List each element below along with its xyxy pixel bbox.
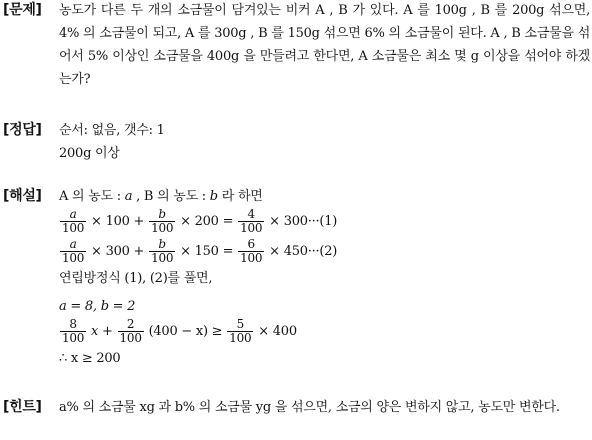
equation-1: $\frac{a}{100}$ × 100 + $\frac{b}{100}$ × 200 = $\frac{4}{100}$ × 300···(1) — [62, 207, 338, 235]
problem-tag: [문제] — [3, 2, 42, 18]
solution-tag: [해설] — [3, 188, 42, 204]
fraction: $\frac{b}{100}$ — [151, 237, 174, 265]
fraction: $\frac{6}{100}$ — [240, 237, 263, 265]
solve-line: 연립방정식 (1), (2)를 풀면, — [59, 271, 213, 286]
fraction: $\frac{2}{100}$ — [119, 317, 142, 345]
hint-text: a% 의 소금물 xg 과 b% 의 소금물 yg 을 섞으면, 소금의 양은 변하지 않고, 농도만 변한다. — [59, 400, 560, 415]
problem-text: 농도가 다른 두 개의 소금물이 담겨있는 비커 A , B 가 있다. A 를 100g , B 를 200g 섞으면, 4% 의 소금물이 되고, A 를 300g , B 를 150g 섞으면 6% 의 소금물이 된다. A , B 소금물을 섞어서 5% 이상인 소금물을 400g 을 만들려고 한다면, A 소금물은 최소 몇 g 이상을 섞어야 하겠는가? — [59, 3, 590, 87]
solution-body — [59, 185, 590, 369]
equation-2: $\frac{a}{100}$ × 300 + $\frac{b}{100}$ × 150 = $\frac{6}{100}$ × 450···(2) — [62, 237, 338, 265]
answer-meta: 순서: 없음, 갯수: 1 — [59, 123, 165, 138]
fraction: $\frac{a}{100}$ — [62, 237, 85, 265]
conclusion: ∴ x ≥ 200 — [59, 351, 121, 366]
answer-tag: [정답] — [3, 122, 42, 138]
answer-value: 200g 이상 — [59, 146, 120, 161]
hint-tag: [힌트] — [3, 399, 42, 415]
answer-body — [59, 119, 590, 165]
values-line: a = 8, b = 2 — [59, 299, 136, 314]
fraction: $\frac{8}{100}$ — [62, 317, 85, 345]
fraction: $\frac{a}{100}$ — [62, 207, 85, 235]
solution-intro: A 의 농도 : a , B 의 농도 : b 라 하면 — [59, 189, 263, 204]
fraction: $\frac{b}{100}$ — [151, 207, 174, 235]
fraction: $\frac{4}{100}$ — [240, 207, 263, 235]
fraction: $\frac{5}{100}$ — [229, 317, 252, 345]
inequality: $\frac{8}{100}$ x + $\frac{2}{100}$ (400 − x) ≥ $\frac{5}{100}$ × 400 — [62, 317, 297, 345]
